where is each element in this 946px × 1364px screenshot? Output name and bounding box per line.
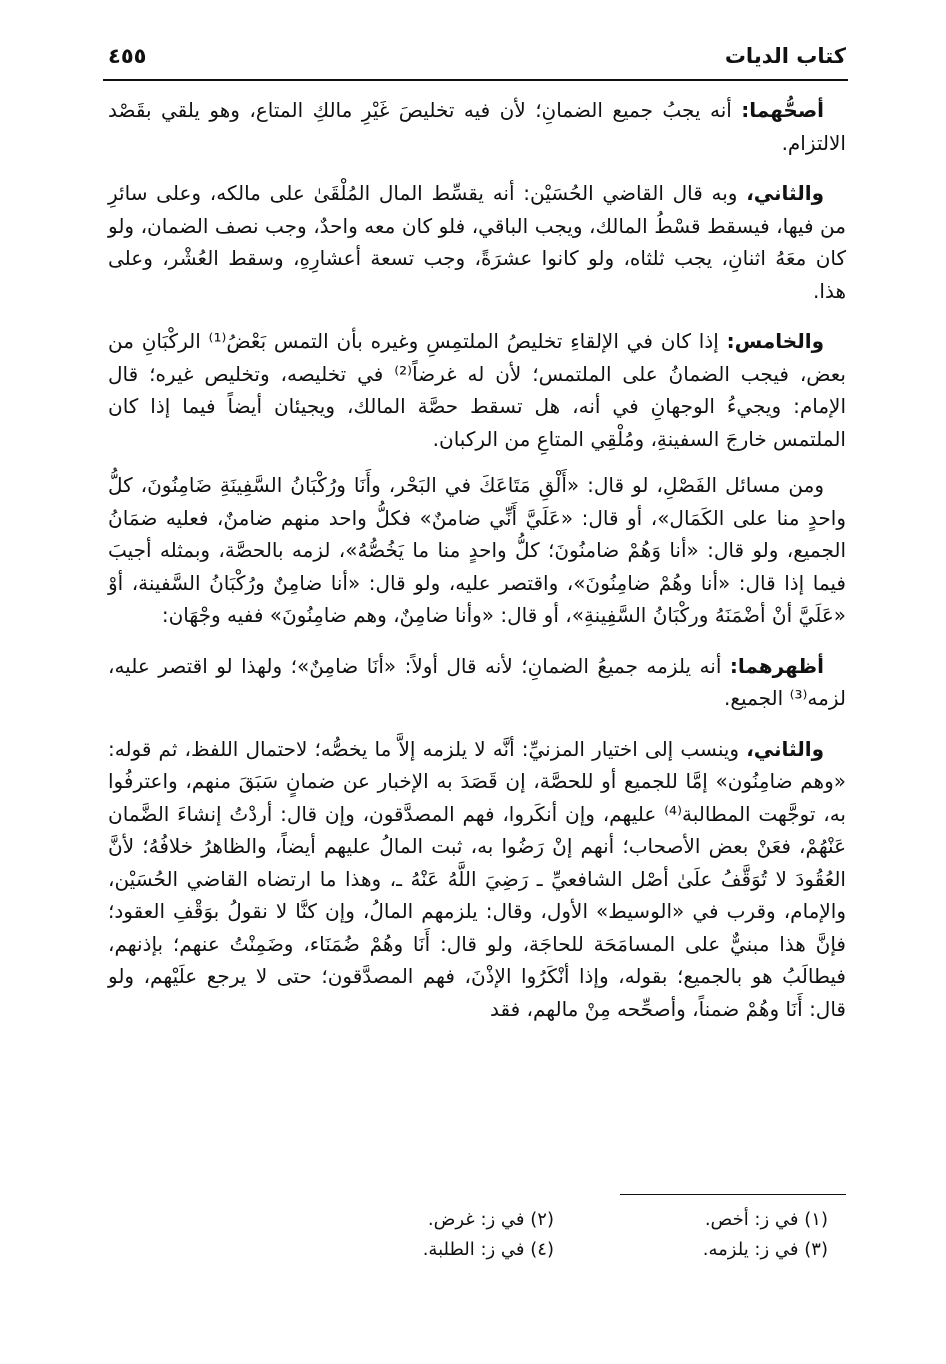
paragraph <box>108 325 846 455</box>
footnote <box>574 1235 828 1265</box>
paragraph-text: أنه يجبُ جميع الضمانِ؛ لأن فيه تخليصَ غَيْرِ مالكِ المتاع، وهو يلقي بقَصْد الالتزام. <box>108 98 846 155</box>
paragraph <box>108 94 846 159</box>
paragraph-lead: والثاني، <box>746 736 824 761</box>
paragraph-text: إذا كان في الإلقاءِ تخليصُ الملتمِسِ وغيره بأن التمس بَعْضُ⁽¹⁾ الركْبَانِ من بعض، فيجب الضمانُ على الملتمس؛ لأن له غرضاً⁽²⁾ في تخليصه، وتخليص غيره؛ قال الإمام: ويجيءُ الوجهانِ في أنه، هل تسقط حصَّة المالك، ويجيئان أيضاً فيما إذا كان الملتمس خارجَ السفينةِ، ومُلْقِي المتاعِ من الركبان. <box>108 329 846 451</box>
paragraph-text: ومن مسائل الفَصْلِ، لو قال: «أَلْقِ مَتَاعَكَ في البَحْر، وأَنَا ورُكْبَانُ السَّفِينَةِ ضَامِنُونَ، كلُّ واحدٍ منا على الكَمَال»، أو قال: «عَلَيَّ أَنِّي ضامنٌ» فكلُّ واحد منهم ضامنٌ، فعليه ضمَانُ الجميع، ولو قال: «أنا وَهُمْ ضامنُونَ؛ كلُّ واحدٍ منا ما يَخُصُّهُ»، لزمه بالحصَّة، وبمثله أجيبَ فيما إذا قال: «أنا وهُمْ ضامِنُونَ»، واقتصر عليه، ولو قال: «أنا ضامِنٌ ورُكْبَانُ السَّفينة، أوْ «عَلَيَّ أنْ أضْمَنَهُ وركْبَانُ السَّفِينةِ»، أو قال: «وأنا ضامِنٌ، وهم ضامِنُونَ» ففيه وجْهَان: <box>108 473 846 627</box>
main-text <box>108 94 846 1043</box>
footnote <box>300 1205 554 1235</box>
paragraph-text: وينسب إلى اختيار المزنيِّ: أنَّه لا يلزمه إلاَّ ما يخصُّه؛ لاحتمال اللفظ، ثم قوله: «وهم ضامِنُون» إمَّا للجميع أو للحصَّة، إن قَصَدَ به الإخبار عن ضمانٍ سَبَقَ منهم، واعترفُوا به، توجَّهت المطالبة⁽⁴⁾ عليهم، وإن أنكَروا، فهم المصدَّقون، وإن قال: أردْتُ إنشاءَ الضَّمان عَنْهُمْ، فعَنْ بعض الأصحاب؛ أنهم إنْ رَضُوا به، ثبت المالُ عليهم أيضاً، والظاهرُ خلافُهُ؛ لأنَّ العُقُودَ لا تُوَقَّفُ علَىٰ أصْل الشافعيِّ ـ رَضِيَ اللَّهُ عَنْهُ ـ، وهذا ما ارتضاه القاضي الحُسَيْن، والإمام، وقرب في «الوسيط» الأول، وقال: يلزمهم المالُ، وإن كنَّا لا نقولُ بوَقْفِ العقود؛ فإنَّ هذا مبنيٌّ على المسامَحَة للحاجَة، ولو قال: أَنَا وهُمْ ضُمَنَاء، وضَمِنْتُ عنهم؛ بإذنهم، فيطالَبُ هو بالجميع؛ بقوله، وإذا أنْكَرُوا الإذْنَ، فهم المصدَّقون؛ حتى لا يرجع علَيْهم، ولو قال: أَنَا وهُمْ ضمناً، وأصحِّحه مِنْ مالهم، فقد <box>108 736 847 1021</box>
page-number: ٤٥٥ <box>108 44 147 68</box>
paragraph <box>108 469 846 632</box>
footnote-text: في ز: أخص. <box>704 1209 799 1230</box>
footnote <box>574 1205 828 1235</box>
paragraph-text: وبه قال القاضي الحُسَيْن: أنه يقسِّط المال المُلْقَىٰ على مالكه، وعلى سائرِ من فيها، فيسقط قسْطُ المالك، ويجب الباقي، فلو كان معه واحدٌ، وجب نصف الضمان، ولو كان معَهُ اثنانِ، يجب ثلثاه، ولو كانوا عشرَةً، وجب تسعة أعشارِهِ، وسقط العُشْر، وعلى هذا. <box>108 181 846 303</box>
paragraph <box>108 177 846 307</box>
paragraph-lead: أصحُّهما: <box>741 98 824 122</box>
footnote-number: (٢) <box>530 1209 554 1230</box>
footnote-text: في ز: الطلبة. <box>422 1239 525 1260</box>
footnote-number: (٤) <box>530 1239 554 1260</box>
paragraph-text: أنه يلزمه جميعُ الضمانِ؛ لأنه قال أولاً: «أنَا ضامِنٌ»؛ ولهذا لو اقتصر عليه، لزمه⁽³⁾ الجميع. <box>108 653 846 710</box>
footnote-text: في ز: يلزمه. <box>702 1239 799 1260</box>
paragraph <box>108 733 846 1026</box>
footnote-number: (١) <box>804 1209 828 1230</box>
running-header <box>108 38 846 74</box>
paragraph-lead: والخامس: <box>726 329 824 353</box>
footnote-divider <box>620 1194 846 1195</box>
footnote-text: في ز: غرض. <box>427 1209 525 1230</box>
paragraph-lead: أظهرهما: <box>729 653 824 678</box>
footnote-number: (٣) <box>804 1239 828 1260</box>
chapter-title: كتاب الديات <box>724 44 846 68</box>
paragraph <box>108 650 846 715</box>
header-divider <box>103 79 848 81</box>
paragraph-lead: والثاني، <box>746 181 824 205</box>
footnote <box>300 1235 554 1265</box>
footnotes <box>300 1205 828 1265</box>
